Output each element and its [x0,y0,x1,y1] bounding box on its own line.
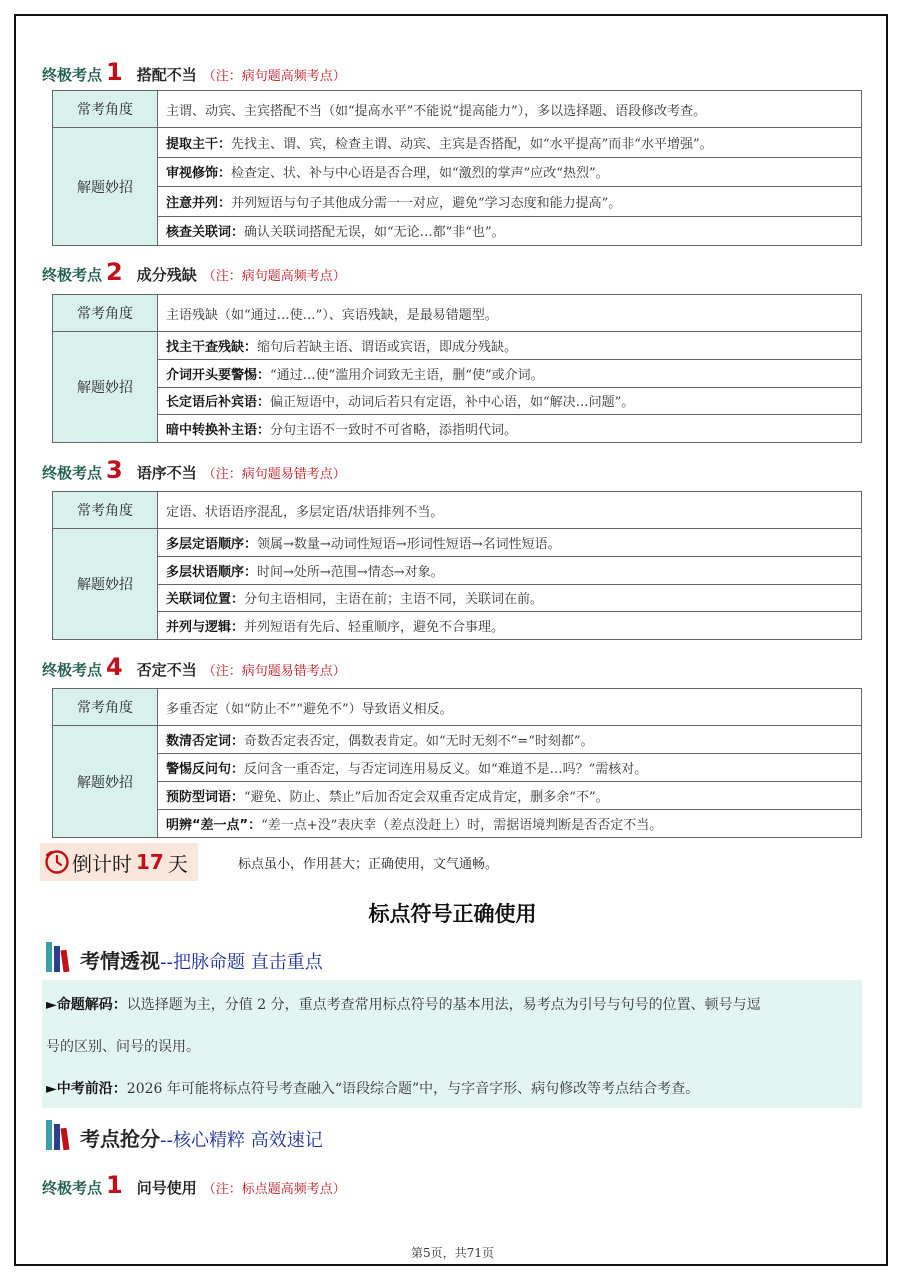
section-1-heading [42,58,346,84]
books-icon [44,1116,74,1152]
section-label: 终极考点 [42,661,103,679]
method-label: 解题妙招 [53,332,158,442]
method-item: 多层定语顺序： 领属→数量→动词性短语→形词性短语→名词性短语。 [158,529,861,557]
main-title: 标点符号正确使用 [368,902,537,926]
angle-row [53,492,861,529]
angle-text: 主谓、动宾、主宾搭配不当（如“提高水平”不能说“提高能力”），多以选择题、语段修改考查。 [166,103,707,119]
angle-row [53,91,861,128]
section-title: 搭配不当 [136,66,197,84]
clock-icon [44,849,70,875]
section-title: 成分残缺 [136,266,197,284]
info-line-3: ►中考前沿：2026 年可能将标点符号考查融入“语段综合题”中，与字音字形、病句修改等考点结合考查。 [46,1081,700,1097]
method-item: 介词开头要警惕： “通过…使”滥用介词致无主语，删“使”或介词。 [158,360,861,388]
method-row [53,332,861,442]
section-title: 语序不当 [136,464,197,482]
method-row [53,529,861,639]
angle-label: 常考角度 [53,689,158,725]
books-icon [44,938,74,974]
method-label: 解题妙招 [53,529,158,639]
section-3-table [52,491,862,640]
section-number: 1 [106,58,123,86]
method-item: 注意并列： 并列短语与句子其他成分需一一对应，避免“学习态度和能力提高”。 [158,187,861,217]
countdown-badge [40,843,198,881]
info-box [42,980,862,1108]
section-number: 2 [106,258,123,286]
angle-label: 常考角度 [53,91,158,127]
section-note: （注：病句题易错考点） [202,664,346,679]
countdown-prefix: 倒计时 [72,851,132,876]
section-label: 终极考点 [42,266,103,284]
angle-row [53,689,861,726]
section-label: 终极考点 [42,464,103,482]
info-line-1: ►命题解码：以选择题为主，分值 2 分，重点考查常用标点符号的基本用法，易考点为引号与句号的位置、顿号与逗 [46,997,761,1013]
countdown-number: 17 [136,850,164,874]
subheading-main: 考情透视 [80,949,160,973]
subheading-key-points [44,1112,323,1152]
angle-label: 常考角度 [53,492,158,528]
section-2-table [52,294,862,443]
subheading-main: 考点抢分 [80,1127,160,1151]
section-note: （注：标点题高频考点） [202,1182,346,1197]
section-1-table [52,90,862,246]
method-row [53,128,861,245]
section-title: 否定不当 [136,661,197,679]
section-title: 问号使用 [136,1179,197,1197]
section-note: （注：病句题高频考点） [202,269,346,284]
section-label: 终极考点 [42,66,103,84]
method-item: 警惕反问句： 反问含一重否定，与否定词连用易反义。如“难道不是…吗？”需核对。 [158,754,861,782]
angle-text: 定语、状语语序混乱，多层定语/状语排列不当。 [166,504,444,520]
countdown-unit: 天 [167,851,188,876]
method-item: 找主干查残缺： 缩句后若缺主语、谓语或宾语，即成分残缺。 [158,332,861,360]
section-label: 终极考点 [42,1179,103,1197]
method-item: 暗中转换补主语： 分句主语不一致时不可省略，添指明代词。 [166,423,518,439]
subheading-tagline: --核心精粹 高效速记 [160,1130,323,1151]
method-row [53,726,861,837]
section-4-heading [42,653,346,679]
countdown-motto: 标点虽小，作用甚大；正确使用，文气通畅。 [238,857,499,872]
method-item: 多层状语顺序： 时间→处所→范围→情态→对象。 [158,557,861,585]
method-item: 审视修饰： 检查定、状、补与中心语是否合理，如“激烈的掌声”应改“热烈”。 [158,158,861,188]
section-note: （注：病句题易错考点） [202,467,346,482]
section-note: （注：病句题高频考点） [202,69,346,84]
angle-text: 主语残缺（如“通过…使…”）、宾语残缺，是最易错题型。 [166,307,498,323]
method-item: 预防型词语： “避免、防止、禁止”后加否定会双重否定成肯定，删多余“不”。 [158,782,861,810]
section-number: 1 [106,1171,123,1199]
section-4-table [52,688,862,838]
method-item: 明辨“差一点”： “差一点+没”表庆幸（差点没赶上）时，需据语境判断是否否定不当。 [166,818,663,833]
subheading-exam-analysis [44,934,323,974]
angle-label: 常考角度 [53,295,158,331]
angle-row [53,295,861,332]
angle-text: 多重否定（如“防止不”“避免不”）导致语义相反。 [166,701,453,717]
punctuation-section-1-heading [42,1171,346,1197]
info-line-2: 号的区别、问号的误用。 [46,1039,200,1055]
subheading-tagline: --把脉命题 直击重点 [160,952,323,973]
section-2-heading [42,258,346,284]
section-number: 4 [106,653,123,681]
method-item: 关联词位置： 分句主语相同，主语在前；主语不同，关联词在前。 [158,585,861,613]
section-number: 3 [106,456,123,484]
section-3-heading [42,456,346,482]
method-label: 解题妙招 [53,726,158,837]
method-item: 提取主干： 先找主、谓、宾，检查主谓、动宾、主宾是否搭配，如“水平提高”而非“水平增强”。 [158,128,861,158]
page-footer: 第5页，共71页 [411,1246,494,1260]
method-label: 解题妙招 [53,128,158,245]
method-item: 数清否定词： 奇数否定表否定，偶数表肯定。如“无时无刻不”=“时刻都”。 [158,726,861,754]
method-item: 核查关联词： 确认关联词搭配无误，如“无论…都”非“也”。 [166,225,505,241]
method-item: 长定语后补宾语： 偏正短语中，动词后若只有定语，补中心语，如“解决…问题”。 [158,388,861,416]
method-item: 并列与逻辑： 并列短语有先后、轻重顺序，避免不合事理。 [166,620,505,636]
